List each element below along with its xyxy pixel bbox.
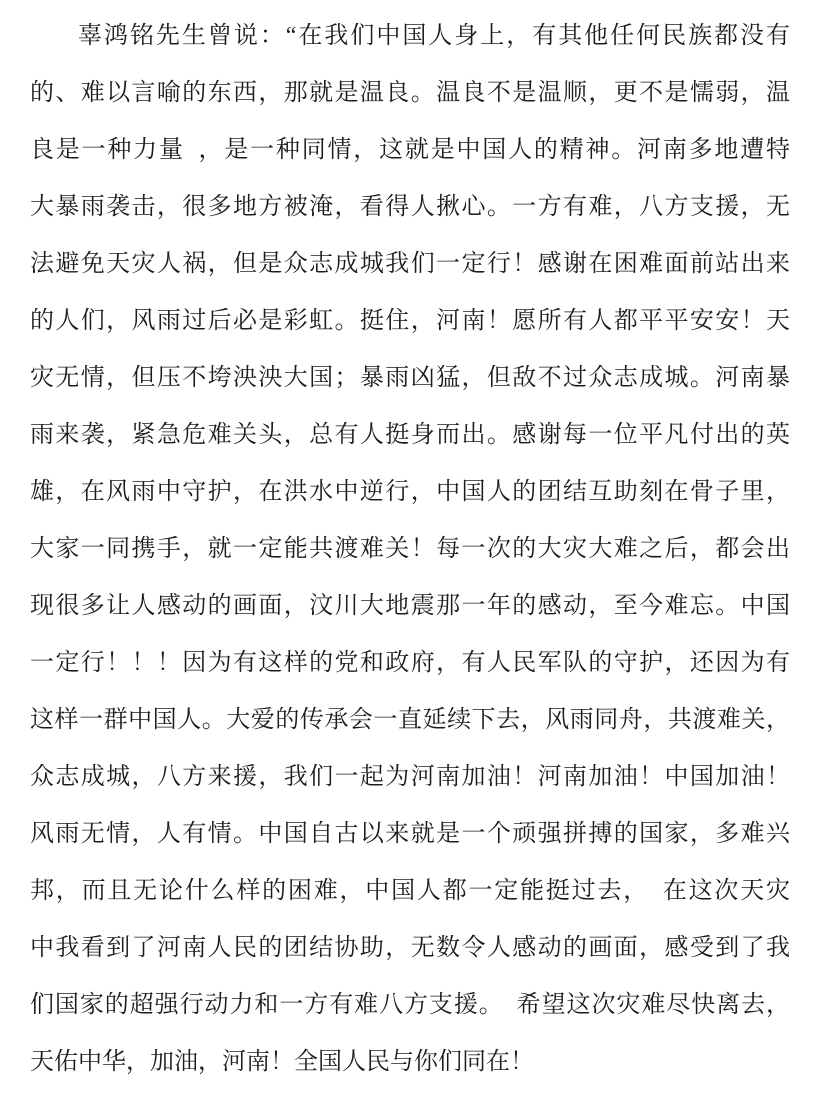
paragraph-line: 们国家的超强行动力和一方有难八方支援。 希望这次灾难尽快离去， bbox=[30, 992, 790, 1018]
paragraph-line: 这样一群中国人。大爱的传承会一直延续下去，风雨同舟，共渡难关， bbox=[30, 707, 790, 733]
paragraph-line: 中我看到了河南人民的团结协助，无数令人感动的画面，感受到了我 bbox=[30, 935, 790, 961]
paragraph-line: 辜鸿铭先生曾说：“在我们中国人身上，有其他任何民族都没有 bbox=[78, 23, 790, 49]
paragraph-line: 的、难以言喻的东西，那就是温良。温良不是温顺，更不是懦弱，温 bbox=[30, 80, 790, 106]
paragraph-line: 法避免天灾人祸，但是众志成城我们一定行！感谢在困难面前站出来 bbox=[30, 251, 790, 277]
paragraph-line: 雨来袭，紧急危难关头，总有人挺身而出。感谢每一位平凡付出的英 bbox=[30, 422, 790, 448]
paragraph-line: 大家一同携手，就一定能共渡难关！每一次的大灾大难之后，都会出 bbox=[30, 536, 790, 562]
paragraph-line: 雄，在风雨中守护，在洪水中逆行，中国人的团结互助刻在骨子里， bbox=[30, 479, 790, 505]
paragraph-line: 众志成城，八方来援，我们一起为河南加油！河南加油！中国加油！ bbox=[30, 764, 790, 790]
paragraph-line: 天佑中华，加油，河南！全国人民与你们同在！ bbox=[30, 1049, 534, 1075]
paragraph-line: 邦，而且无论什么样的困难，中国人都一定能挺过去， 在这次天灾 bbox=[30, 878, 790, 904]
paragraph-line: 现很多让人感动的画面，汶川大地震那一年的感动，至今难忘。中国 bbox=[30, 593, 790, 619]
paragraph-line: 的人们，风雨过后必是彩虹。挺住，河南！愿所有人都平平安安！天 bbox=[30, 308, 790, 334]
paragraph-line: 良是一种力量 ，是一种同情，这就是中国人的精神。河南多地遭特 bbox=[30, 137, 790, 163]
paragraph-line: 灾无情，但压不垮泱泱大国；暴雨凶猛，但敌不过众志成城。河南暴 bbox=[30, 365, 790, 391]
paragraph-line: 大暴雨袭击，很多地方被淹，看得人揪心。一方有难，八方支援，无 bbox=[30, 194, 790, 220]
paragraph-line: 风雨无情，人有情。中国自古以来就是一个顽强拼搏的国家，多难兴 bbox=[30, 821, 790, 847]
paragraph-line: 一定行！！！因为有这样的党和政府，有人民军队的守护，还因为有 bbox=[30, 650, 790, 676]
